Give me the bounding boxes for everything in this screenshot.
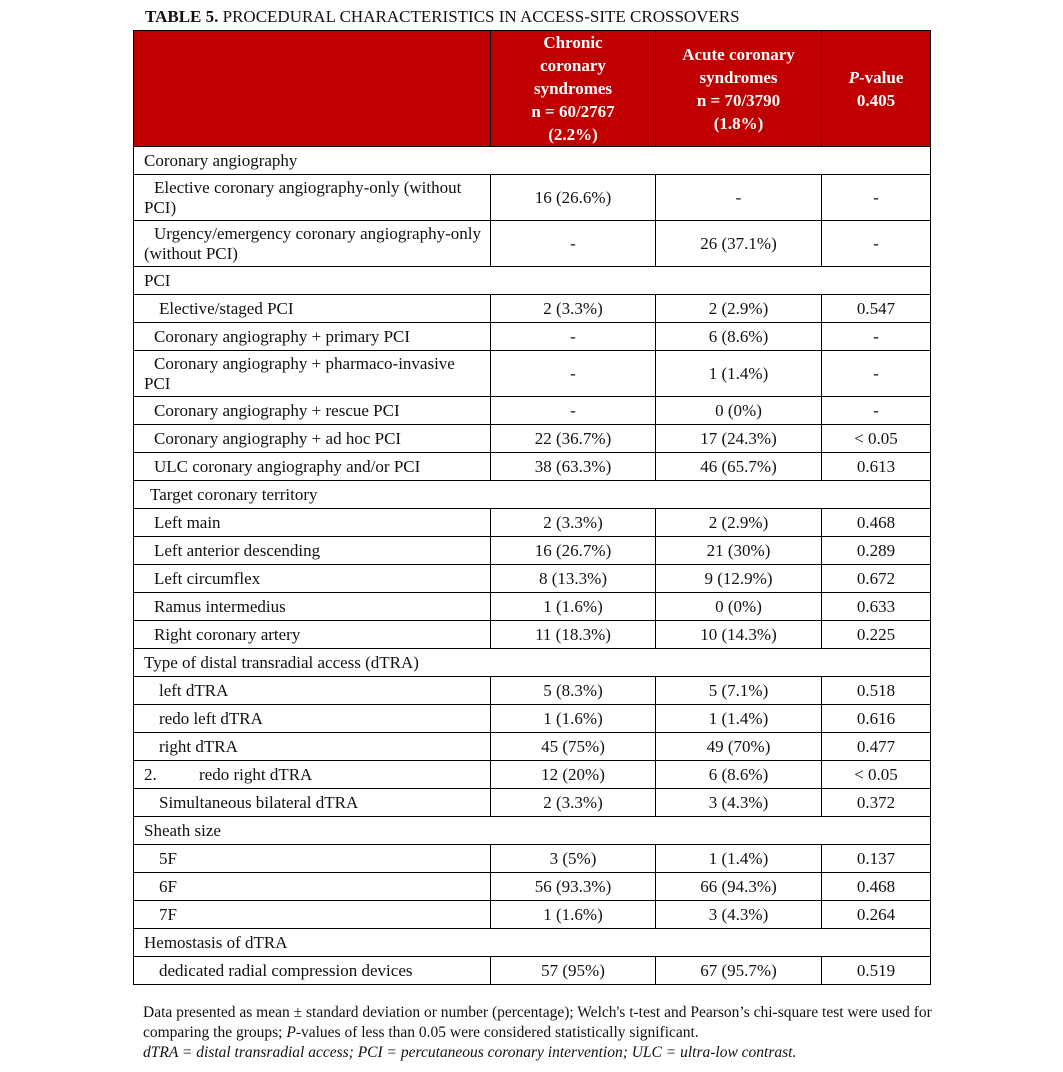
- table-row: [134, 901, 931, 929]
- row-label: dedicated radial compression devices: [134, 957, 491, 985]
- cell-p-value: 0.372: [822, 789, 931, 817]
- row-label: redo left dTRA: [134, 705, 491, 733]
- section-row: [134, 481, 931, 509]
- cell-p-value: 0.264: [822, 901, 931, 929]
- table-row: [134, 593, 931, 621]
- row-label: Elective coronary angiography-only (without PCI): [134, 175, 491, 221]
- header-chronic-line: syndromes: [533, 79, 613, 98]
- cell-p-value: 0.547: [822, 295, 931, 323]
- cell-acute: 9 (12.9%): [656, 565, 822, 593]
- table-caption: [145, 7, 740, 27]
- table-row: [134, 873, 931, 901]
- cell-chronic: 16 (26.7%): [491, 537, 656, 565]
- row-label: Right coronary artery: [134, 621, 491, 649]
- cell-p-value: < 0.05: [822, 425, 931, 453]
- table-row: [134, 761, 931, 789]
- cell-p-value: < 0.05: [822, 761, 931, 789]
- row-label: right dTRA: [134, 733, 491, 761]
- cell-acute: 6 (8.6%): [656, 323, 822, 351]
- cell-chronic: 3 (5%): [491, 845, 656, 873]
- cell-p-value: 0.633: [822, 593, 931, 621]
- table-row: [134, 789, 931, 817]
- cell-chronic: 1 (1.6%): [491, 593, 656, 621]
- cell-chronic: 1 (1.6%): [491, 705, 656, 733]
- cell-acute: 5 (7.1%): [656, 677, 822, 705]
- table-row: [134, 733, 931, 761]
- cell-chronic: 22 (36.7%): [491, 425, 656, 453]
- table-row: [134, 537, 931, 565]
- cell-acute: -: [656, 175, 822, 221]
- header-chronic-line: Chronic: [543, 33, 603, 52]
- cell-acute: 0 (0%): [656, 593, 822, 621]
- header-chronic-line: n = 60/2767: [531, 102, 615, 121]
- section-row: [134, 267, 931, 295]
- procedural-characteristics-table: [133, 30, 931, 985]
- table-footnote: [143, 1003, 933, 1063]
- section-target-territory: Target coronary territory: [134, 481, 931, 509]
- footnote-text: [143, 1003, 933, 1043]
- cell-chronic: 45 (75%): [491, 733, 656, 761]
- row-label-text: redo right dTRA: [199, 764, 313, 784]
- header-empty-cell: [134, 31, 491, 147]
- row-label: Left anterior descending: [134, 537, 491, 565]
- section-hemostasis: Hemostasis of dTRA: [134, 929, 931, 957]
- header-row: [134, 31, 931, 147]
- cell-chronic: 1 (1.6%): [491, 901, 656, 929]
- cell-acute: 26 (37.1%): [656, 221, 822, 267]
- header-p-italic: P: [848, 67, 859, 87]
- footnote-abbreviations: [143, 1043, 933, 1063]
- cell-acute: 1 (1.4%): [656, 845, 822, 873]
- section-coronary-angiography: Coronary angiography: [134, 147, 931, 175]
- cell-p-value: 0.477: [822, 733, 931, 761]
- cell-p-value: 0.225: [822, 621, 931, 649]
- cell-acute: 0 (0%): [656, 397, 822, 425]
- cell-acute: 2 (2.9%): [656, 295, 822, 323]
- header-acute: [656, 31, 822, 147]
- header-chronic-line: (2.2%): [548, 125, 598, 144]
- header-acute-line: n = 70/3790: [696, 90, 781, 110]
- row-label: 5F: [134, 845, 491, 873]
- cell-p-value: 0.518: [822, 677, 931, 705]
- cell-chronic: -: [491, 221, 656, 267]
- row-label: Coronary angiography + ad hoc PCI: [134, 425, 491, 453]
- table-row: [134, 221, 931, 267]
- section-pci: PCI: [134, 267, 931, 295]
- cell-acute: 21 (30%): [656, 537, 822, 565]
- table-row: [134, 425, 931, 453]
- row-label: Simultaneous bilateral dTRA: [134, 789, 491, 817]
- cell-chronic: 2 (3.3%): [491, 295, 656, 323]
- cell-chronic: -: [491, 323, 656, 351]
- row-label: Ramus intermedius: [134, 593, 491, 621]
- cell-acute: 2 (2.9%): [656, 509, 822, 537]
- table-row: [134, 453, 931, 481]
- cell-p-value: 0.468: [822, 873, 931, 901]
- row-label: 6F: [134, 873, 491, 901]
- header-p-rest: -value: [859, 67, 904, 87]
- section-row: [134, 929, 931, 957]
- cell-acute: 49 (70%): [656, 733, 822, 761]
- table-row: [134, 509, 931, 537]
- header-acute-line: (1.8%): [713, 113, 764, 133]
- cell-p-value: 0.519: [822, 957, 931, 985]
- table-row: [134, 323, 931, 351]
- cell-p-value: -: [822, 323, 931, 351]
- table-row: [134, 175, 931, 221]
- header-p-value: [822, 31, 931, 147]
- header-p-number: 0.405: [856, 90, 896, 110]
- table-caption-text: PROCEDURAL CHARACTERISTICS IN ACCESS-SITE CROSSOVERS: [218, 7, 740, 26]
- row-label: Urgency/emergency coronary angiography-only (without PCI): [134, 221, 491, 267]
- cell-p-value: 0.672: [822, 565, 931, 593]
- table-row: [134, 705, 931, 733]
- cell-p-value: 0.137: [822, 845, 931, 873]
- cell-acute: 66 (94.3%): [656, 873, 822, 901]
- cell-acute: 46 (65.7%): [656, 453, 822, 481]
- cell-chronic: 8 (13.3%): [491, 565, 656, 593]
- row-label: Left circumflex: [134, 565, 491, 593]
- cell-acute: 3 (4.3%): [656, 789, 822, 817]
- header-acute-line: Acute coronary: [682, 44, 795, 64]
- row-label: Left main: [134, 509, 491, 537]
- cell-p-value: -: [822, 397, 931, 425]
- cell-acute: 6 (8.6%): [656, 761, 822, 789]
- table-row: [134, 621, 931, 649]
- cell-acute: 67 (95.7%): [656, 957, 822, 985]
- row-label: [134, 761, 491, 789]
- row-label: 7F: [134, 901, 491, 929]
- cell-acute: 1 (1.4%): [656, 705, 822, 733]
- section-sheath-size: Sheath size: [134, 817, 931, 845]
- cell-chronic: 2 (3.3%): [491, 509, 656, 537]
- row-label: Coronary angiography + pharmaco-invasive PCI: [134, 351, 491, 397]
- cell-chronic: 2 (3.3%): [491, 789, 656, 817]
- cell-p-value: -: [822, 175, 931, 221]
- cell-acute: 10 (14.3%): [656, 621, 822, 649]
- section-row: [134, 649, 931, 677]
- list-number: 2.: [144, 764, 157, 784]
- footnote-part1: Data presented as mean ± standard deviation or number (percentage); Welch's t-test and Pearson’s chi-square test were used for comparing the groups;: [143, 1004, 932, 1041]
- cell-chronic: 16 (26.6%): [491, 175, 656, 221]
- table-row: [134, 397, 931, 425]
- header-acute-line: syndromes: [699, 67, 778, 87]
- header-chronic-line: coronary: [540, 56, 606, 75]
- table-row: [134, 845, 931, 873]
- cell-p-value: 0.616: [822, 705, 931, 733]
- cell-p-value: -: [822, 221, 931, 267]
- table-row: [134, 957, 931, 985]
- row-label: Elective/staged PCI: [134, 295, 491, 323]
- table-row: [134, 565, 931, 593]
- cell-p-value: 0.468: [822, 509, 931, 537]
- cell-chronic: 5 (8.3%): [491, 677, 656, 705]
- cell-chronic: 12 (20%): [491, 761, 656, 789]
- cell-chronic: -: [491, 351, 656, 397]
- cell-p-value: -: [822, 351, 931, 397]
- cell-acute: 3 (4.3%): [656, 901, 822, 929]
- footnote-p-italic: P: [286, 1024, 296, 1041]
- table-row: [134, 295, 931, 323]
- cell-chronic: 11 (18.3%): [491, 621, 656, 649]
- row-label: Coronary angiography + rescue PCI: [134, 397, 491, 425]
- section-dtra-type: Type of distal transradial access (dTRA): [134, 649, 931, 677]
- section-row: [134, 817, 931, 845]
- cell-chronic: -: [491, 397, 656, 425]
- footnote-abbrev-text: dTRA = distal transradial access; PCI = percutaneous coronary intervention; ULC = ultra-low contrast.: [143, 1044, 797, 1061]
- table-row: [134, 677, 931, 705]
- table-row: [134, 351, 931, 397]
- cell-acute: 1 (1.4%): [656, 351, 822, 397]
- row-label: ULC coronary angiography and/or PCI: [134, 453, 491, 481]
- cell-acute: 17 (24.3%): [656, 425, 822, 453]
- section-row: [134, 147, 931, 175]
- cell-chronic: 57 (95%): [491, 957, 656, 985]
- cell-p-value: 0.289: [822, 537, 931, 565]
- header-chronic: [491, 31, 656, 147]
- row-label: left dTRA: [134, 677, 491, 705]
- cell-p-value: 0.613: [822, 453, 931, 481]
- header-p-label: [826, 66, 926, 89]
- cell-chronic: 38 (63.3%): [491, 453, 656, 481]
- footnote-part2: -values of less than 0.05 were considered statistically significant.: [295, 1024, 699, 1041]
- cell-chronic: 56 (93.3%): [491, 873, 656, 901]
- table-caption-label: TABLE 5.: [145, 7, 219, 26]
- row-label: Coronary angiography + primary PCI: [134, 323, 491, 351]
